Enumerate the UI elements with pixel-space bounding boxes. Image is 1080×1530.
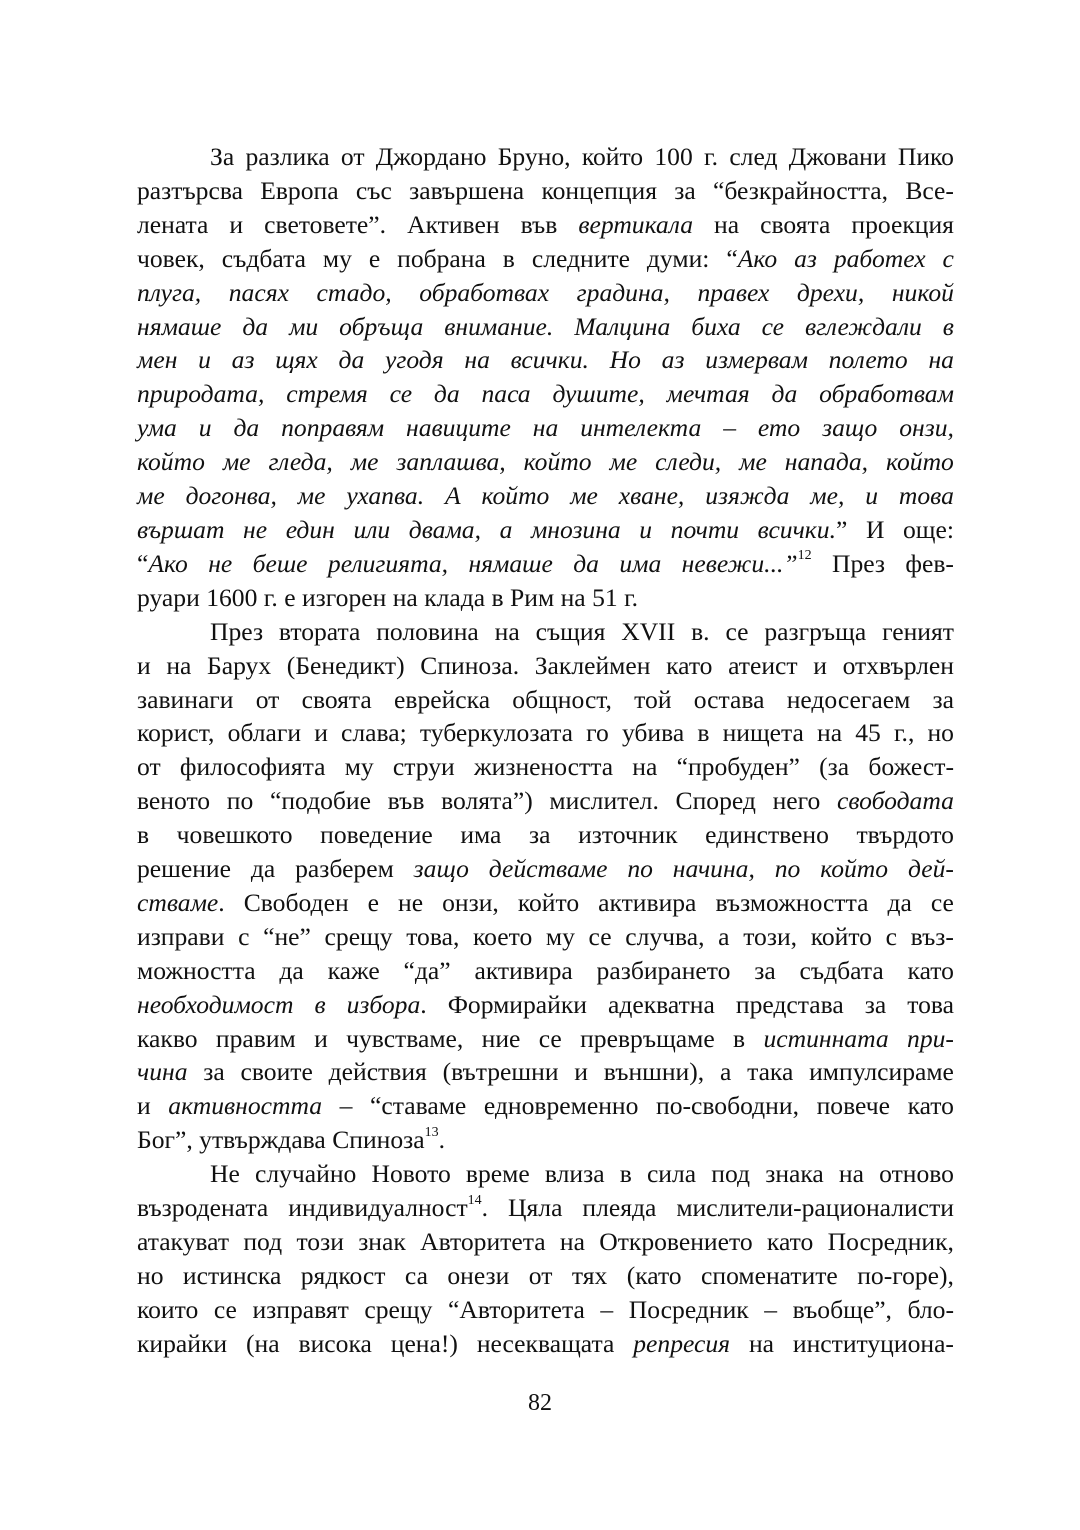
text-line: можността да каже “да” активира разбирането за съдбата като	[137, 955, 954, 985]
text-line: ме догонва, ме ухапва. А който ме хване, изяжда ме, и това	[137, 481, 954, 511]
text-line: За разлика от Джордано Бруно, който 100 г. след Джовани Пико	[210, 142, 954, 171]
text-line: необходимост в избора. Формирайки адекватна представа за това	[137, 989, 954, 1019]
text-line: мен и аз щях да угодя на всички. Но аз измервам полето на	[137, 345, 954, 375]
text-line: атакуват под този знак Авторитета на Откровението като Посредник,	[137, 1227, 954, 1256]
text-line: какво правим и чувстваме, ние се превръщаме в истинната при-	[137, 1023, 954, 1053]
text-line: разтърсва Европа със завършена концепция за “безкрайността, Все-	[137, 175, 954, 205]
text-line: и на Барух (Бенедикт) Спиноза. Заклеймен като атеист и отхвърлен	[137, 650, 954, 680]
text-line: човек, съдбата му е побрана в следните думи: “Ако аз работех с	[137, 243, 954, 273]
text-line: но истинска рядкост са онези от тях (като споменатите по-горе),	[137, 1260, 954, 1290]
text-line: корист, облаги и слава; туберкулозата го убива в нищета на 45 г., но	[137, 718, 954, 748]
paragraph	[137, 140, 954, 615]
paragraph	[137, 1157, 954, 1360]
text-line: от философията му струи жизнеността на “пробуден” (за божест-	[137, 752, 954, 782]
text-line: Не случайно Новото време влиза в сила под знака на отново	[210, 1159, 954, 1189]
body-text	[137, 140, 954, 1361]
text-line: и активността – “ставаме едновременно по-свободни, повече като	[137, 1091, 954, 1121]
text-line: веното по “подобие във волята”) мислител. Според него свободата	[137, 786, 954, 816]
text-line: завинаги от своята еврейска общност, той остава недосегаем за	[137, 684, 954, 714]
text-line: лената и световете”. Активен във вертикала на своята проекция	[137, 209, 954, 239]
paragraph	[137, 615, 954, 1158]
text-line: вършат не един или двама, а мнозина и почти всички.” И още:	[137, 514, 954, 544]
text-line: плуга, пасях стадо, обработвах градина, правех дрехи, никой	[137, 277, 954, 307]
page-number: 82	[528, 1390, 552, 1416]
text-line: чина за своите действия (вътрешни и външни), а така импулсираме	[137, 1057, 954, 1087]
text-line: който ме гледа, ме заплашва, който ме следи, ме напада, който	[137, 447, 954, 477]
text-line: стваме. Свободен е не онзи, който активира възможността да се	[137, 887, 954, 917]
text-line: в човешкото поведение има за източник единствено твърдото	[137, 820, 954, 850]
text-line: кирайки (на висока цена!) несекващата репресия на институциона-	[137, 1328, 954, 1358]
text-line: “Ако не беше религията, нямаше да има невежи...”$^{12}$ През фев-	[137, 548, 954, 578]
text-line: които се изправят срещу “Авторитета – Посредник – въобще”, бло-	[137, 1294, 954, 1324]
text-line: решение да разберем защо действаме по начина, по който дей-	[137, 854, 954, 884]
text-line: Бог”, утвърждава Спиноза$^{13}$.	[137, 1124, 446, 1155]
text-line: изправи с “не” срещу това, което му се случва, а този, който с въз-	[137, 921, 954, 951]
text-line: През втората половина на същия XVII в. се разгръща геният	[210, 616, 954, 646]
text-line: руари 1600 г. е изгорен на клада в Рим на 51 г.	[137, 582, 639, 612]
text-line: природата, стремя се да паса душите, мечтая да обработвам	[137, 379, 954, 409]
text-line: ума и да поправям навиците на интелекта – ето защо онзи,	[137, 413, 954, 443]
text-line: нямаше да ми обръща внимание. Малцина биха се вглеждали в	[137, 311, 954, 341]
text-line: възродената индивидуалност$^{14}$. Цяла плеяда мислители-рационалисти	[137, 1192, 954, 1223]
